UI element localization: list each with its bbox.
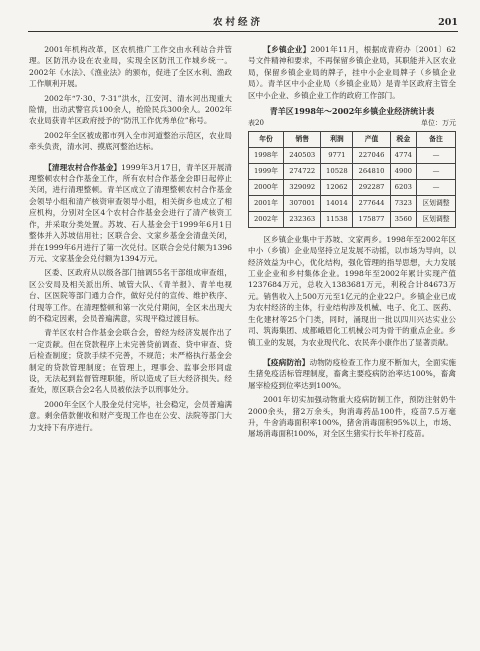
paragraph-text: 2001年11月，根据成青府办〔2001〕62号文件精神和要求，不再保留乡镇企业局，其职能并入区农业局，保留乡镇企业局的牌子，挂中小企业局牌子（乡镇企业局）。青羊区中小企业局（乡镇企业局）是青羊区政府主管全区中小企业、乡镇企业工作的政府工作部门。 <box>248 45 457 100</box>
table-cell: 12062 <box>321 179 353 195</box>
table-row <box>249 147 456 163</box>
table-cell: 1999年 <box>249 163 284 179</box>
table-cell: 277644 <box>353 195 390 211</box>
column-header: 产值 <box>353 131 390 147</box>
table-row <box>249 179 456 195</box>
paragraph: 2002年全区被成都市列入全市河道整治示范区，农业局牵头负责，清水河、摸底河整治达标。 <box>29 130 232 152</box>
table-cell: 11538 <box>321 211 353 227</box>
paragraph: 2002年“7·30、7·31”洪水，江安河、清水河出现重大险情，出动武警官兵100余人，抢险民兵300余人。2002年农业局获青羊区政府授予的“防汛工作优秀单位”称号。 <box>29 93 232 126</box>
running-header <box>28 17 458 32</box>
paragraph: 青羊区农村合作基金会联合会，曾经为经济发展作出了一定贡献。但在贷款程序上未完善贷前调查、贷中审查、贷后检查制度；贷款手续不完善，不规范；未严格执行基金会制定的贷款管理制度；在管理上，理事会、监事会形同虚设，无法起到监督管理职能，所以造成了巨大经济损失。经查处，原区联合会2名人员被依法予以刑事处分。 <box>29 328 232 395</box>
paragraph: 2001年机构改革，区农机推广工作交由水利站合并管理。区防汛办设在农业局，实现全区防汛工作城乡统一。2002年《水法》、《渔业法》的颁布，促进了全区水利、渔政工作顺利开展。 <box>29 45 232 89</box>
table-cell: 227046 <box>353 147 390 163</box>
column-header: 销售 <box>284 131 321 147</box>
table-row <box>249 163 456 179</box>
table-meta <box>248 118 456 129</box>
table-cell: 329092 <box>284 179 321 195</box>
table-title: 青羊区1998年～2002年乡镇企业经济统计表 <box>269 106 435 117</box>
table-row <box>249 211 456 227</box>
column-header: 税金 <box>390 131 416 147</box>
section-tag: 【疫病防治】 <box>263 357 310 367</box>
paragraph: 区委、区政府从以级各部门抽调55名干部组成审查组，区公安局及相关派出所、城管大队、《青羊报》、青羊电视台、区医院等部门通力合作，做好兑付的宣传、维护秩序、付现等工作。在清理整顿和第一次兑付期间，全区未出现大的不稳定因素，会员普遍满意，实现平稳过渡目标。 <box>29 268 232 323</box>
table-cell: 14014 <box>321 195 353 211</box>
table-cell: 1998年 <box>249 147 284 163</box>
table-number: 表20 <box>248 119 264 128</box>
table-cell: 274722 <box>284 163 321 179</box>
table-cell: — <box>416 163 455 179</box>
table-row <box>249 195 456 211</box>
table-cell: 区划调整 <box>416 195 455 211</box>
left-column <box>29 44 232 436</box>
section-tag: 【清理农村合作基金】 <box>44 162 122 172</box>
table-cell: 4774 <box>390 147 416 163</box>
column-header: 年份 <box>249 131 284 147</box>
paragraph: 区乡镇企业集中于苏坡、文家两乡。1998年至2002年区中小（乡镇）企业局坚持立足发展不动摇，以市场为导向，以经济效益为中心，优化结构，强化管理的指导思想，大力发展工业企业和乡村集体企业。1998年至2002年累计实现产值1237684万元，总收入1383681万元，利税合计84673万元。销售收入上500万元至1亿元的企业22户。乡镇企业已成为农村经济的主体，行业结构涉及机械、电子、化工、医药、生化建材等25个门类，同时，涌现出一批以四川兴达实业公司、筑海集团、成都峨眉化工机械公司为骨干的重点企业。乡镇工业的发展，为农业现代化、农民奔小康作出了显著贡献。 <box>248 234 456 347</box>
column-header: 利润 <box>321 131 353 147</box>
stats-table <box>248 131 456 228</box>
column-header: 备注 <box>416 131 455 147</box>
table-cell: 2000年 <box>249 179 284 195</box>
table-cell: 307001 <box>284 195 321 211</box>
paragraph: 2000年全区个人股金兑付完毕，社会稳定，会员普遍满意。剩余借款催收和财产变现工作也在公安、法院等部门大力支持下有序进行。 <box>29 399 232 432</box>
page-number: 201 <box>438 17 458 28</box>
table-cell: 2001年 <box>249 195 284 211</box>
table-unit: 单位：万元 <box>421 119 456 128</box>
table-cell: 292287 <box>353 179 390 195</box>
paragraph <box>248 44 456 101</box>
section-tag: 【乡镇企业】 <box>263 45 311 54</box>
table-cell: — <box>416 179 455 195</box>
table-cell: 232363 <box>284 211 321 227</box>
table-cell: 175877 <box>353 211 390 227</box>
table-cell: 区划调整 <box>416 211 455 227</box>
paragraph-text: 1999年3月17日，青羊区开展清理整顿农村合作基金工作，所有农村合作基金会即日起停止关闭，进行清理整顿。青羊区成立了清理整顿农村合作基金会领导小组和清产核资审查领导小组，相关街乡也成立了相应机构，分别对全区4个农村合作基金会进行了清产核资工作，并采取分类处置。苏坡、石人基金会于1999年6月1日整体并入苏坡信用社；区联合会、文家乡基金会清盘关闭，并在1999年6月进行了第一次兑付。区联合会兑付额为1396万元、文家基金会兑付额为1394万元。 <box>29 162 233 263</box>
paragraph <box>248 357 456 391</box>
table-cell: 4900 <box>390 163 416 179</box>
paragraph: 2001年切实加强动物重大疫病防制工作，预防注射奶牛2000余头，猪2万余头，狗消毒药品100件，疫苗7.5万毫升，牛舍消毒面积率100%，猪舍消毒面积95%以上，市场、屠场消毒面积100%，对全区生猪实行长年补打疫苗。 <box>248 395 456 439</box>
table-cell: — <box>416 147 455 163</box>
paragraph-text: 动物防疫检查工作力度不断加大，全面实施生猪免疫活标管理制度，畜禽主要疫病防治率达100%，畜禽屠宰检疫到位率达到100%。 <box>248 357 457 390</box>
table-cell: 3560 <box>390 211 416 227</box>
paragraph <box>29 162 232 265</box>
table-cell: 6203 <box>390 179 416 195</box>
table-header-row <box>249 131 456 147</box>
table-cell: 240503 <box>284 147 321 163</box>
right-column <box>248 44 456 443</box>
table-cell: 10528 <box>321 163 353 179</box>
table-cell: 9771 <box>321 147 353 163</box>
table-cell: 264810 <box>353 163 390 179</box>
running-title: 农村经济 <box>213 17 264 28</box>
table-cell: 2002年 <box>249 211 284 227</box>
table-cell: 7323 <box>390 195 416 211</box>
